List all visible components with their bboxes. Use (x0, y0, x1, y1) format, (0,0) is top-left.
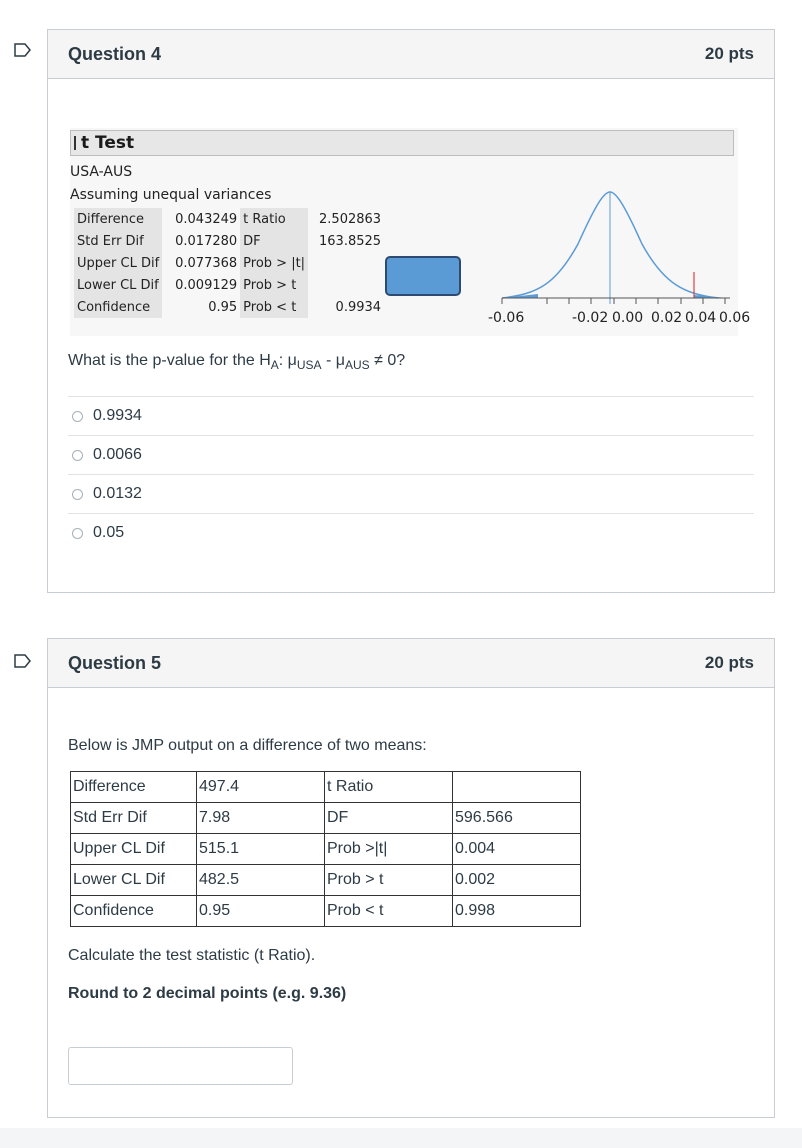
table-cell: 497.4 (197, 772, 325, 803)
answer-option[interactable] (68, 513, 754, 552)
jmp-stats-table (74, 208, 384, 318)
radio-button[interactable] (72, 489, 83, 500)
axis-tick-label: 0.00 (612, 310, 644, 326)
table-cell: Difference (71, 772, 197, 803)
table-cell: 0.95 (197, 896, 325, 927)
answer-list (68, 396, 754, 552)
answer-option-label[interactable]: 0.05 (93, 524, 125, 541)
question-4-card (47, 29, 775, 593)
jmp-row-value: 0.043249 (175, 211, 238, 227)
jmp-title: t Test (81, 133, 135, 153)
table-cell: 482.5 (197, 865, 325, 896)
axis-tick-label: 0.06 (719, 310, 751, 326)
table-cell: 0.004 (453, 834, 581, 865)
t-distribution-chart (438, 184, 751, 334)
answer-input[interactable] (68, 1047, 293, 1085)
table-cell: 515.1 (197, 834, 325, 865)
jmp-row-value: 0.077368 (175, 255, 238, 271)
jmp-row-label: Upper CL Dif (74, 252, 162, 274)
prompt-dash: - μ (321, 352, 346, 369)
table-cell: Confidence (71, 896, 197, 927)
question-4-points: 20 pts (704, 44, 754, 63)
jmp-row-label: Std Err Dif (74, 230, 162, 252)
jmp-row-value: 0.017280 (175, 233, 238, 249)
jmp-row-stat: Prob > t (240, 274, 308, 296)
table-cell (453, 772, 581, 803)
jmp-row (74, 296, 384, 318)
table-cell: 596.566 (453, 803, 581, 834)
jmp-row-stat: DF (240, 230, 308, 252)
table-cell: Std Err Dif (71, 803, 197, 834)
jmp-assumption: Assuming unequal variances (70, 187, 272, 203)
table-row (71, 803, 581, 834)
table-cell: Prob > t (325, 865, 453, 896)
flag-question-5-icon[interactable] (14, 654, 32, 668)
disclosure-bar-icon (74, 136, 76, 150)
question-4-header (48, 30, 774, 79)
axis-tick-label: 0.02 (651, 310, 683, 326)
answer-option-label[interactable]: 0.0066 (93, 446, 142, 463)
jmp-row-stat-value (308, 252, 384, 274)
jmp-row-stat: Prob > |t| (240, 252, 308, 274)
jmp-row-stat-value: 0.9934 (335, 299, 382, 315)
jmp-row-stat-value: 163.8525 (319, 233, 382, 249)
answer-option-label[interactable]: 0.9934 (93, 407, 142, 424)
question-5-card (47, 638, 775, 1118)
prompt-sub-aus: AUS (345, 358, 370, 373)
radio-button[interactable] (72, 411, 83, 422)
jmp-row (74, 230, 384, 252)
jmp-row (74, 208, 384, 230)
table-cell: t Ratio (325, 772, 453, 803)
question-5-instruction: Calculate the test statistic (t Ratio). (68, 947, 316, 964)
jmp-output-image (68, 128, 751, 340)
prompt-sub-a: A (270, 358, 279, 373)
question-4-prompt (68, 352, 405, 372)
prompt-tail: ≠ 0? (369, 352, 406, 369)
answer-option[interactable] (68, 435, 754, 474)
jmp-row-value: 0.009129 (175, 277, 238, 293)
table-cell: Prob < t (325, 896, 453, 927)
flag-question-4-icon[interactable] (14, 43, 32, 57)
table-row (71, 834, 581, 865)
question-5-round-note: Round to 2 decimal points (e.g. 9.36) (68, 985, 347, 1002)
jmp-row (74, 274, 384, 296)
jmp-row-label: Difference (74, 208, 162, 230)
radio-button[interactable] (72, 450, 83, 461)
jmp-title-bar (70, 130, 734, 156)
axis-tick-label: -0.06 (488, 310, 525, 326)
table-cell: 0.998 (453, 896, 581, 927)
jmp-row-stat: Prob < t (240, 296, 308, 318)
axis-tick-label: -0.02 (572, 310, 609, 326)
axis-tick-label: 0.04 (685, 310, 717, 326)
jmp-row (74, 252, 384, 274)
jmp-row-label: Confidence (74, 296, 162, 318)
jmp-row-label: Lower CL Dif (74, 274, 162, 296)
table-cell: Lower CL Dif (71, 865, 197, 896)
table-row (71, 896, 581, 927)
question-4-title: Question 4 (68, 43, 162, 64)
table-row (71, 772, 581, 803)
prompt-lead: What is the p-value for the H (68, 352, 271, 369)
question-5-title: Question 5 (68, 652, 162, 673)
jmp-row-value: 0.95 (208, 299, 238, 315)
jmp-row-stat: t Ratio (240, 208, 308, 230)
jmp-output-table (70, 771, 581, 927)
radio-button[interactable] (72, 528, 83, 539)
table-cell: 7.98 (197, 803, 325, 834)
page-bottom-strip (0, 1128, 802, 1148)
prompt-sub-usa: USA (296, 358, 322, 373)
table-cell: Prob >|t| (325, 834, 453, 865)
table-cell: DF (325, 803, 453, 834)
question-5-points: 20 pts (704, 653, 754, 672)
jmp-row-stat-value: 2.502863 (319, 211, 382, 227)
table-cell: Upper CL Dif (71, 834, 197, 865)
answer-option[interactable] (68, 396, 754, 435)
table-cell: 0.002 (453, 865, 581, 896)
jmp-comparison: USA-AUS (70, 164, 133, 180)
prompt-mid: : μ (278, 352, 297, 369)
question-5-intro: Below is JMP output on a difference of two means: (68, 737, 427, 754)
question-5-header (48, 639, 774, 688)
answer-option[interactable] (68, 474, 754, 513)
answer-option-label[interactable]: 0.0132 (93, 485, 142, 502)
table-row (71, 865, 581, 896)
jmp-row-stat-value (308, 274, 384, 296)
